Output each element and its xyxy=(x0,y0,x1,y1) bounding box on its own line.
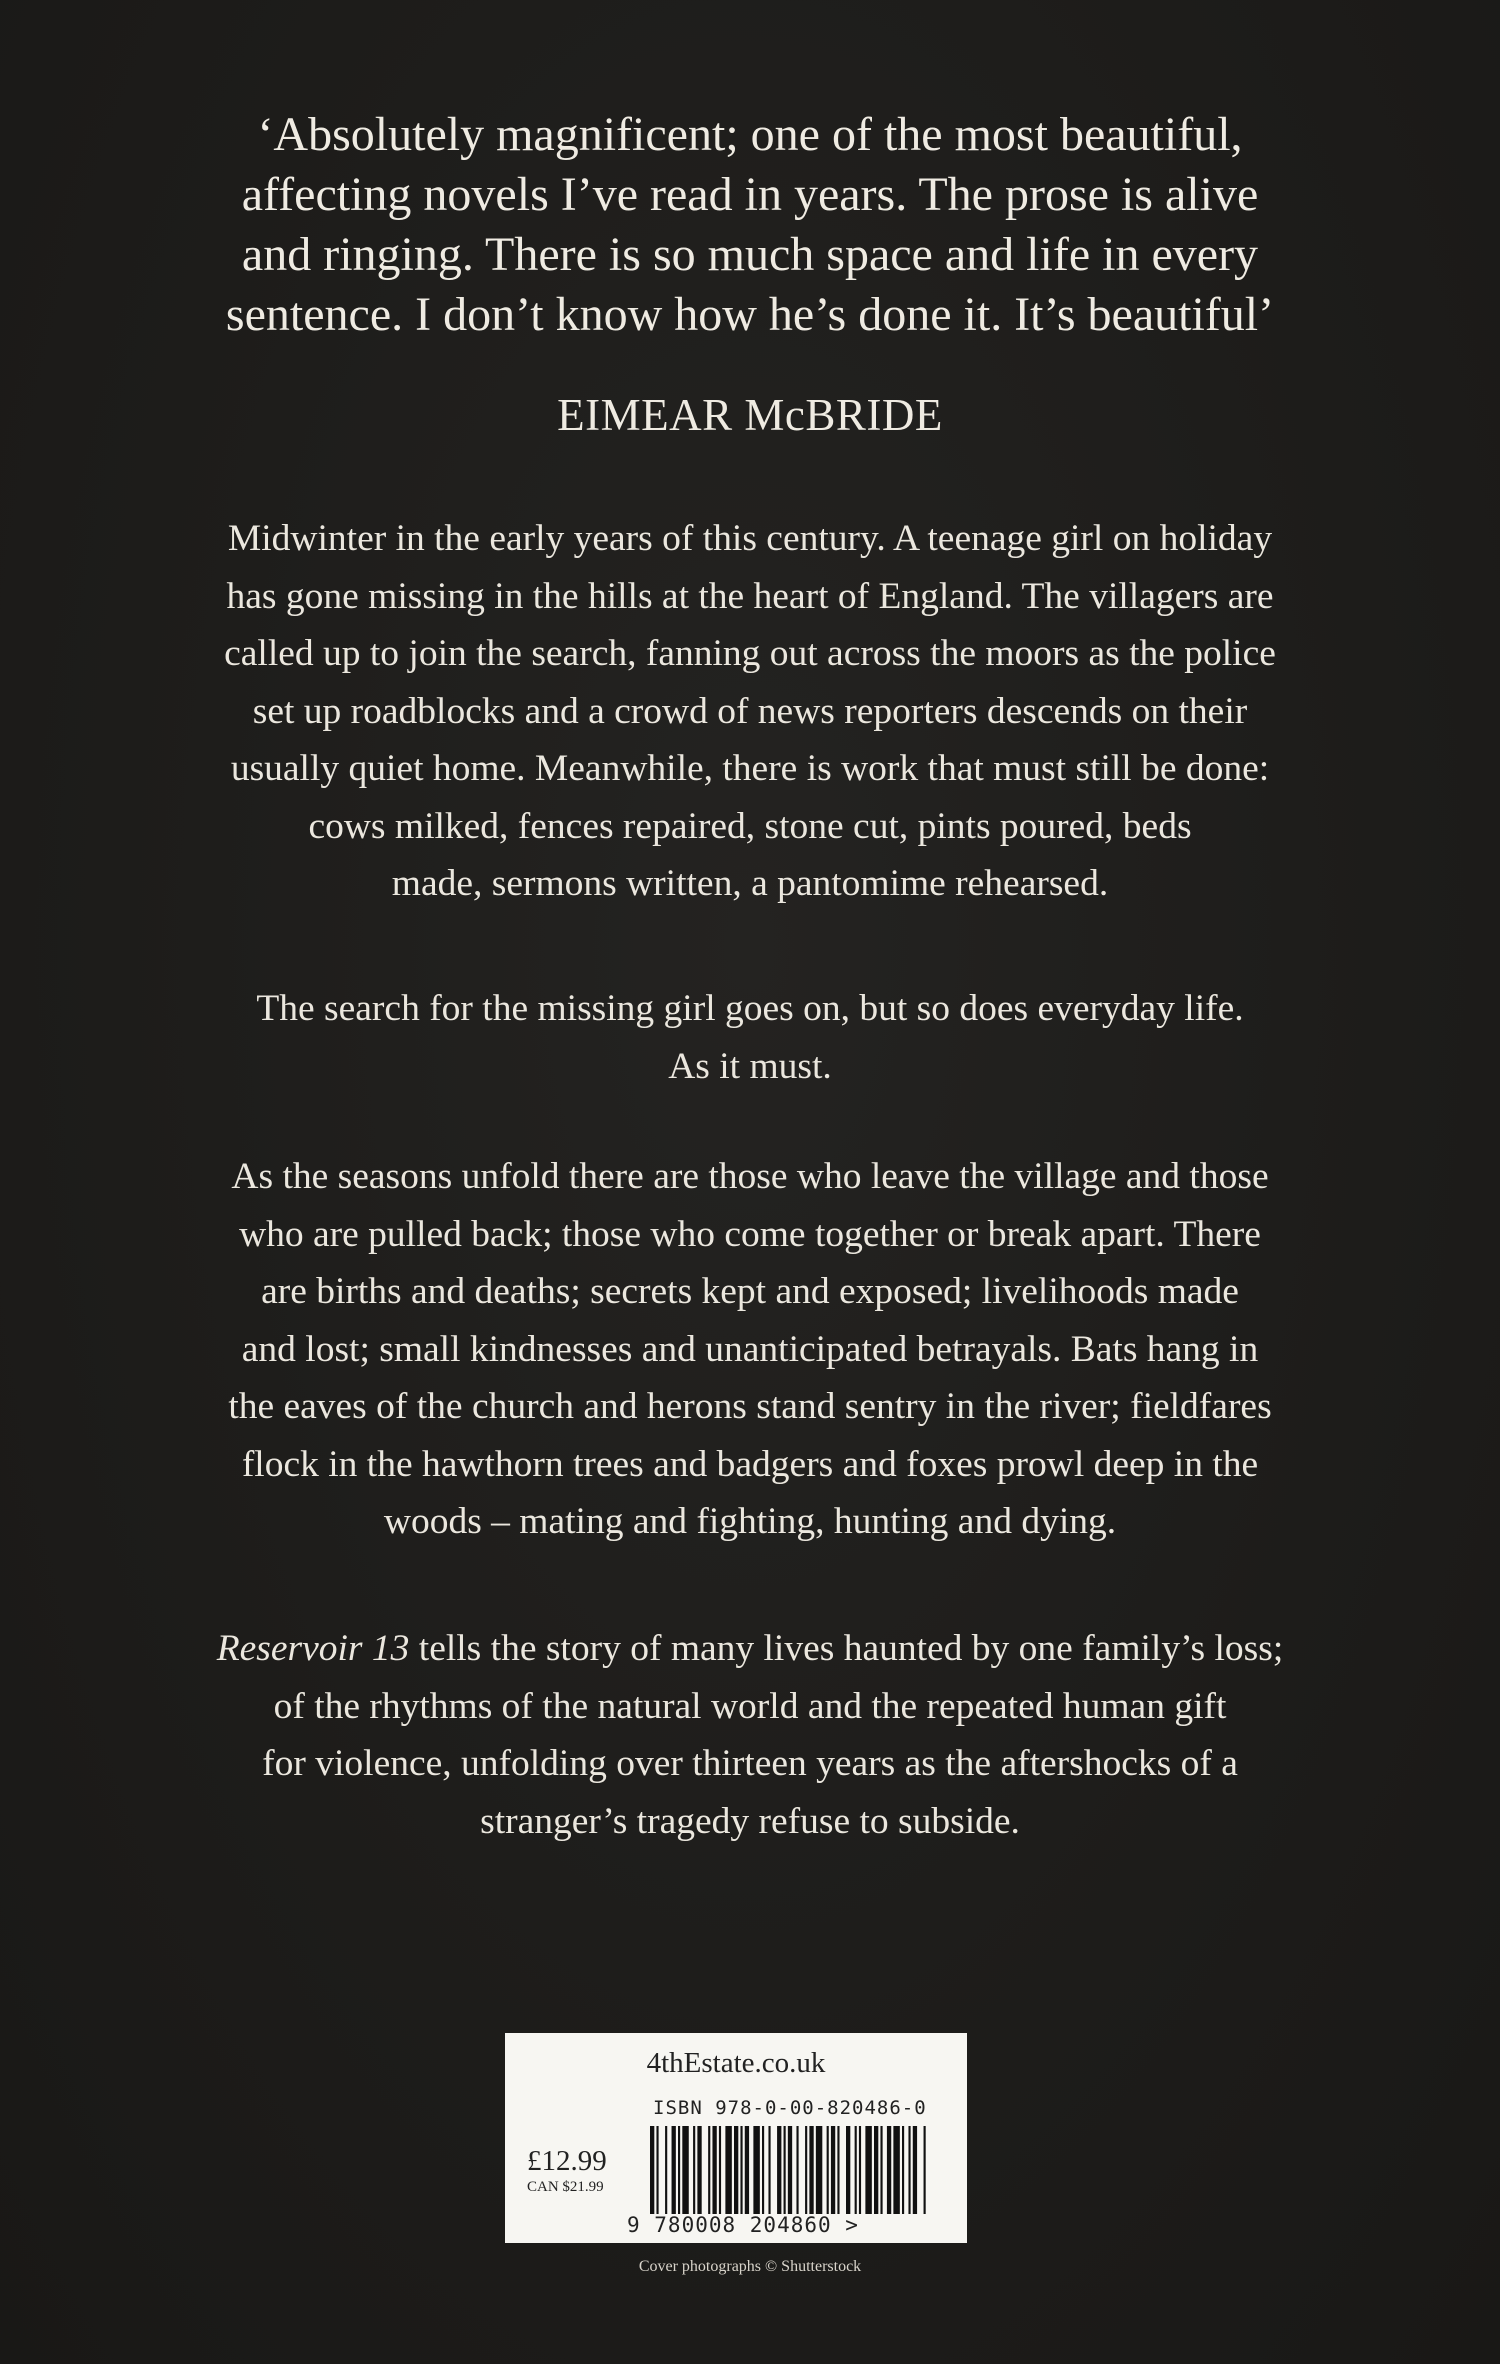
barcode-bar xyxy=(788,2126,792,2214)
barcode-bar xyxy=(753,2126,759,2214)
barcode-bar xyxy=(784,2126,786,2214)
barcode-digits: 9 780008 204860 > xyxy=(627,2213,859,2237)
barcode-bar xyxy=(859,2126,861,2214)
barcode-bar xyxy=(908,2126,910,2214)
blurb-line: and lost; small kindnesses and unanticipated betrayals. Bats hang in xyxy=(241,1328,1259,1370)
barcode-bar xyxy=(777,2126,781,2214)
barcode-bar xyxy=(837,2126,839,2214)
barcode-bar xyxy=(827,2126,829,2214)
barcode-bar xyxy=(719,2126,721,2214)
blurb-line: who are pulled back; those who come together or break apart. There xyxy=(239,1213,1261,1255)
barcode-bar xyxy=(650,2126,654,2214)
barcode-bar xyxy=(893,2126,899,2214)
barcode-bar xyxy=(745,2126,749,2214)
barcode-bar xyxy=(865,2126,871,2214)
price-can: CAN $21.99 xyxy=(527,2179,604,2195)
book-title: Reservoir 13 xyxy=(216,1628,410,1669)
quote-line: sentence. I don’t know how he’s done it. It’s beautiful’ xyxy=(225,288,1275,341)
barcode-bar xyxy=(712,2126,716,2214)
price-gbp: £12.99 xyxy=(527,2145,607,2177)
quote-line: ‘Absolutely magnificent; one of the most beautiful, xyxy=(257,108,1243,161)
blurb-line xyxy=(100,1620,1400,1678)
barcode-bar xyxy=(874,2126,878,2214)
blurb-text: tells the story of many lives haunted by one family’s loss; xyxy=(409,1628,1284,1669)
barcode-bar xyxy=(682,2126,688,2214)
barcode-bar xyxy=(672,2126,676,2214)
barcode-bar xyxy=(887,2126,891,2214)
barcode-panel xyxy=(505,2033,967,2243)
barcode-bar xyxy=(924,2126,926,2214)
blurb-line: flock in the hawthorn trees and badgers and foxes prowl deep in the xyxy=(241,1443,1259,1485)
barcode-bar xyxy=(708,2126,710,2214)
barcode-bar xyxy=(796,2126,798,2214)
barcode-bar xyxy=(697,2126,701,2214)
publisher-website: 4thEstate.co.uk xyxy=(646,2047,826,2079)
blurb-line: set up roadblocks and a crowd of news reporters descends on their xyxy=(252,690,1248,732)
blurb-line: The search for the missing girl goes on, but so does everyday life. xyxy=(256,988,1244,1029)
barcode-bar xyxy=(831,2126,835,2214)
barcode-bar xyxy=(768,2126,770,2214)
barcode-bar xyxy=(762,2126,764,2214)
blurb-line: stranger’s tragedy refuse to subside. xyxy=(480,1800,1020,1842)
blurb-line: usually quiet home. Meanwhile, there is work that must still be done: xyxy=(230,748,1270,789)
blurb-line: of the rhythms of the natural world and the repeated human gift xyxy=(273,1685,1227,1727)
blurb-line: As the seasons unfold there are those who leave the village and those xyxy=(231,1156,1269,1197)
quote-line: and ringing. There is so much space and life in every xyxy=(241,228,1259,281)
barcode-bar xyxy=(816,2126,822,2214)
barcode-bar xyxy=(725,2126,731,2214)
blurb-paragraph-2 xyxy=(100,980,1400,1095)
barcode-bar xyxy=(846,2126,850,2214)
blurb-paragraph-4 xyxy=(100,1620,1400,1850)
blurb-line: As it must. xyxy=(668,1045,832,1087)
barcode-bar xyxy=(809,2126,813,2214)
blurb-line: woods – mating and fighting, hunting and dying. xyxy=(383,1501,1117,1542)
review-quote xyxy=(100,105,1400,345)
blurb-line: for violence, unfolding over thirteen years as the aftershocks of a xyxy=(262,1743,1238,1784)
photo-credit: Cover photographs © Shutterstock xyxy=(638,2258,862,2275)
barcode-bar xyxy=(656,2126,658,2214)
blurb-line: are births and deaths; secrets kept and exposed; livelihoods made xyxy=(261,1271,1239,1312)
barcode-image xyxy=(650,2126,930,2214)
blurb-paragraph-1 xyxy=(100,510,1400,913)
blurb-line: the eaves of the church and herons stand sentry in the river; fieldfares xyxy=(228,1386,1272,1427)
isbn-label: ISBN 978-0-00-820486-0 xyxy=(653,2097,927,2119)
quote-attribution: EIMEAR McBRIDE xyxy=(557,390,943,440)
blurb-line: cows milked, fences repaired, stone cut, pints poured, beds xyxy=(308,805,1192,847)
barcode-bar xyxy=(855,2126,857,2214)
barcode-bar xyxy=(902,2126,904,2214)
blurb-line: has gone missing in the hills at the heart of England. The villagers are xyxy=(226,575,1274,617)
barcode-bar xyxy=(693,2126,695,2214)
blurb-line: made, sermons written, a pantomime rehearsed. xyxy=(391,863,1109,904)
barcode-bar xyxy=(678,2126,680,2214)
barcode-bar xyxy=(880,2126,882,2214)
blurb-paragraph-3 xyxy=(100,1148,1400,1551)
blurb-line: Midwinter in the early years of this century. A teenage girl on holiday xyxy=(227,518,1273,559)
barcode-bar xyxy=(665,2126,667,2214)
barcode-bar xyxy=(805,2126,807,2214)
barcode-bar xyxy=(913,2126,917,2214)
quote-line: affecting novels I’ve read in years. The prose is alive xyxy=(241,168,1259,221)
blurb-line: called up to join the search, fanning out across the moors as the police xyxy=(224,633,1276,674)
barcode-bar xyxy=(740,2126,742,2214)
barcode-bar xyxy=(734,2126,738,2214)
